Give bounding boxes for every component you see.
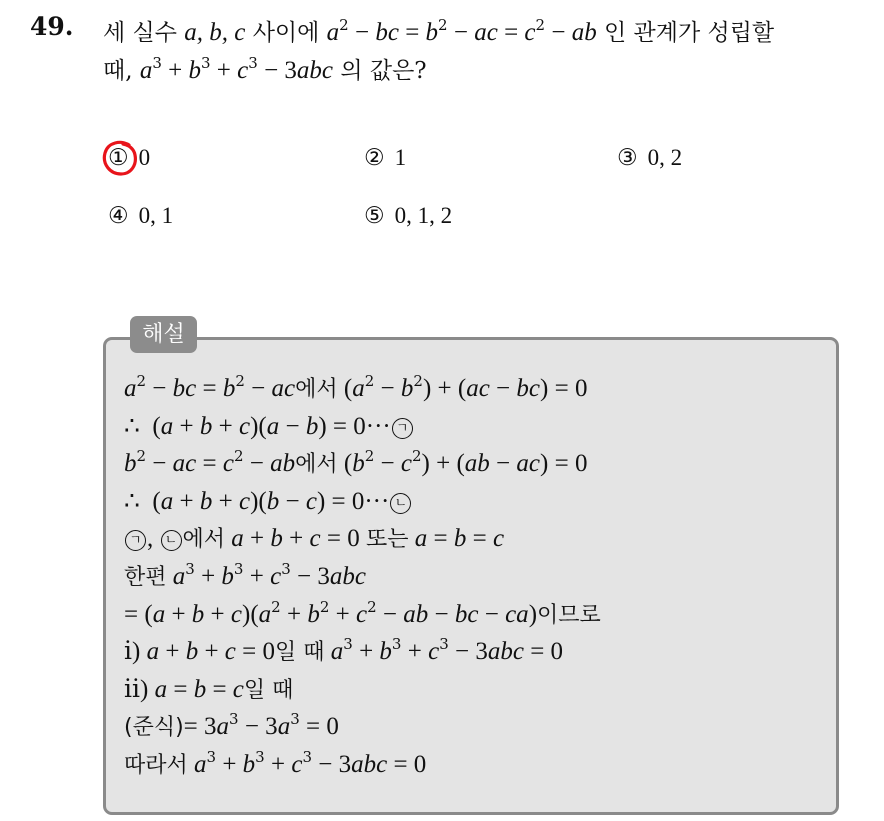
- choice-5[interactable]: ⑤ 0, 1, 2: [364, 203, 453, 228]
- choice-4[interactable]: ④ 0, 1: [108, 203, 174, 228]
- solution-line-1: $a^2$ − bc = $b^2$ − ac에서 $(a^2 - b^2) + (ac - bc) = 0$: [124, 372, 588, 402]
- question-number: 49.: [30, 12, 74, 41]
- solution-body: [124, 370, 824, 784]
- solution-line-3: $b^2$ − ac = $c^2$ − ab에서 $(b^2 - c^2) + (ab - ac) = 0$: [124, 447, 588, 478]
- choice-2[interactable]: ② 1: [364, 145, 407, 170]
- solution-line-6: 한편 $a^3 + b^3 + c^3 - 3abc$: [124, 559, 366, 590]
- solution-line-10: (준식)= $3a^3 - 3a^3 = 0$: [124, 710, 339, 741]
- solution-line-11: 따라서 $a^3 + b^3 + c^3 - 3abc = 0$: [124, 747, 427, 778]
- solution-line-5: ㄱ , ㄴ 에서 a + b + c = 0 또는 a = b = c: [124, 520, 824, 558]
- question-stem: 세 실수 a, b, c 사이에 $a^2$ − bc = $b^2$ − ac = $c^2$ − ab 인 관계가 성립할 때, $a^3 + b^3 + c^3 - 3abc$ 의 값은?: [103, 16, 775, 84]
- solution-line-8: ⅰ) a + b + c = 0일 때 $a^3 + b^3 + c^3 - 3abc = 0$: [124, 635, 564, 666]
- solution-line-2: ∴ (a + b + c)(a − b) = 0··· ㄱ: [124, 408, 824, 446]
- choice-1[interactable]: ① 0: [108, 145, 151, 170]
- solution-line-7: = $(a + b + c)(a^2 + b^2 + c^2$ − ab − bc − ca)이므로: [124, 597, 601, 628]
- choice-3[interactable]: ③ 0, 2: [617, 145, 683, 170]
- answer-mark-circle: [101, 139, 139, 177]
- solution-line-4: ∴ (a + b + c)(b − c) = 0··· ㄴ: [124, 483, 824, 521]
- solution-line-9: ⅱ) a = b = c일 때: [124, 675, 294, 703]
- circle-mark-1: ㄱ: [392, 418, 413, 439]
- solution-tag: 해설: [130, 316, 197, 353]
- circle-mark-2: ㄴ: [390, 493, 411, 514]
